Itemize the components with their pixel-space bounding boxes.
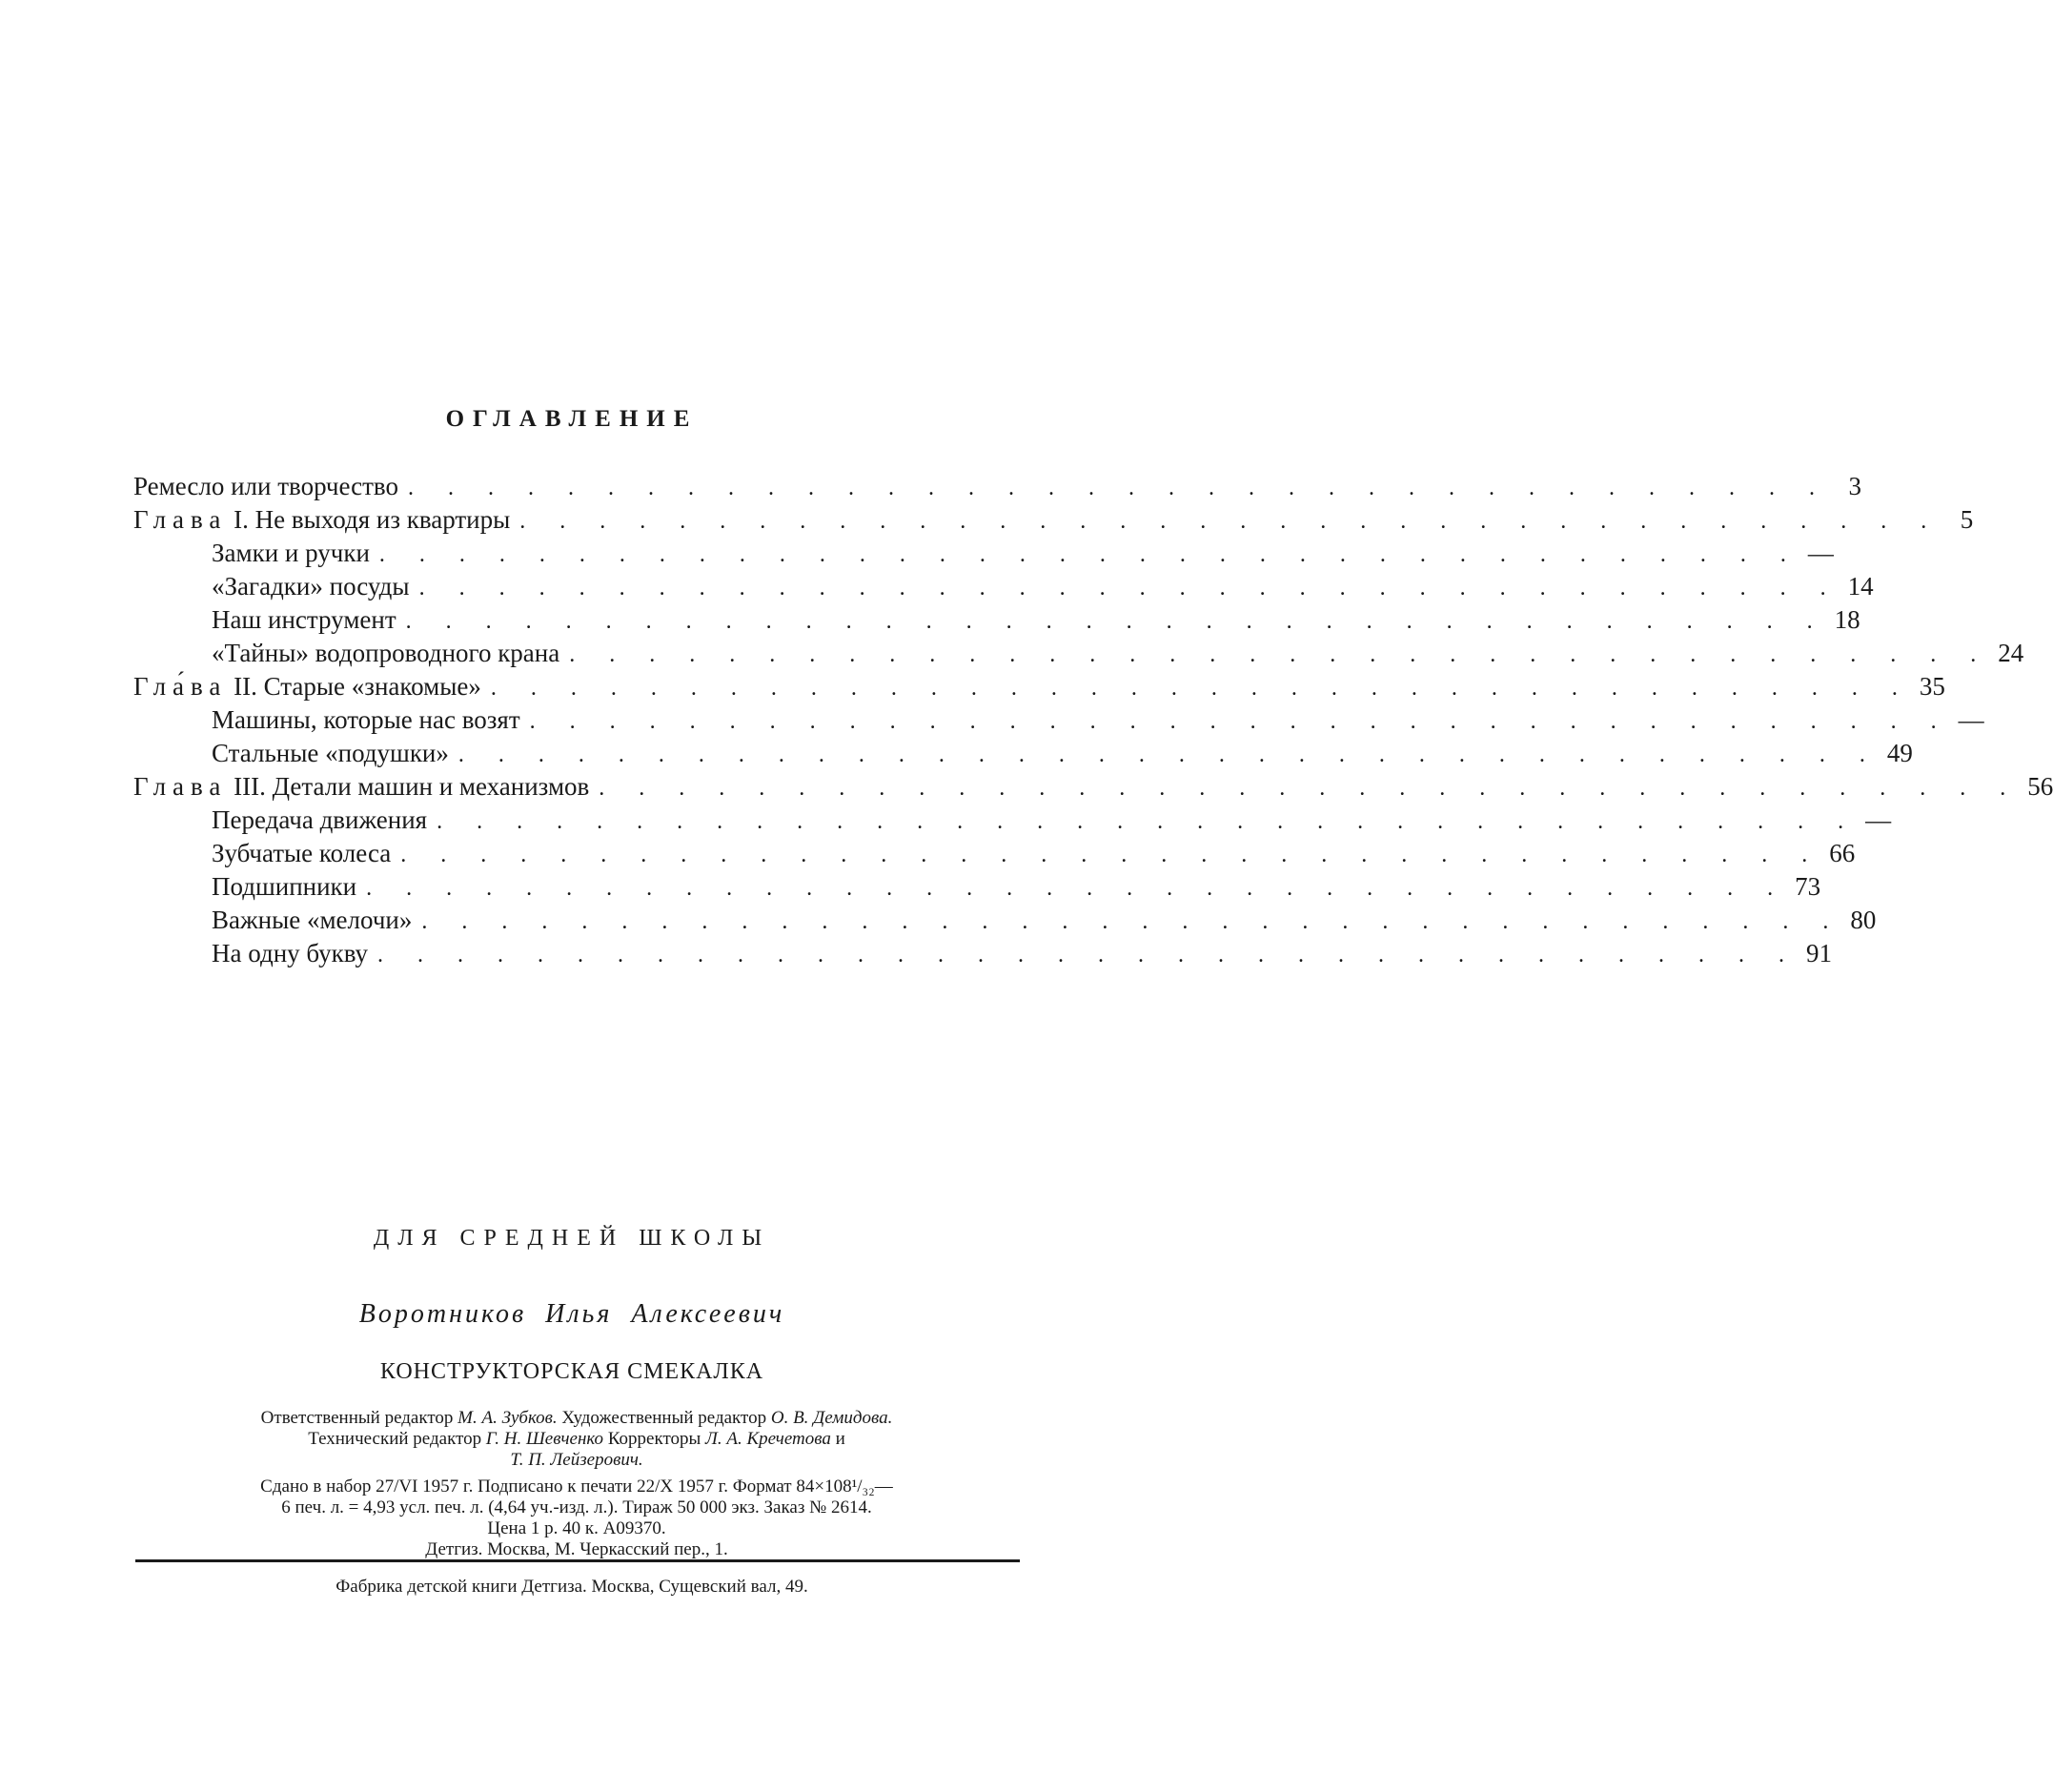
- toc-entry-page: 80: [1850, 906, 1877, 934]
- chapter-prefix: Глава: [133, 505, 228, 534]
- proofreaders-and: и: [835, 1429, 845, 1449]
- toc-entry-title: [133, 503, 519, 537]
- toc-entry-page: —: [1958, 705, 1984, 734]
- toc-entry-chapter-2[interactable]: [133, 670, 1945, 703]
- toc-entry-title: Наш инструмент: [212, 605, 396, 634]
- toc-entry-one-letter[interactable]: [133, 937, 1833, 970]
- toc-entry-title: «Тайны» водопроводного крана: [212, 639, 560, 667]
- imprint-tech-line: [133, 1429, 1020, 1450]
- imprint-proofreader-line: [133, 1450, 1020, 1471]
- dot-leader: . . . . . . . . . . . . . . . . . . . . . . . . . . . . . . . . . . . .: [418, 576, 1840, 601]
- toc-entry-title: Замки и ручки: [212, 539, 370, 567]
- imprint-volume-line: 6 печ. л. = 4,93 усл. печ. л. (4,64 уч.-изд. л.). Тираж 50 000 экз. Заказ № 2614.: [281, 1497, 872, 1517]
- series-label: ДЛЯ СРЕДНЕЙ ШКОЛЫ: [373, 1226, 771, 1251]
- toc-entry-title: Передача движения: [212, 805, 428, 834]
- divider-rule: [135, 1559, 1020, 1562]
- tech-editor-label: Технический редактор: [308, 1429, 482, 1449]
- proofreaders-names: Л. А. Кречетова: [705, 1429, 831, 1449]
- printer-line: Фабрика детской книги Детгиза. Москва, Сущевский вал, 49.: [335, 1577, 808, 1597]
- toc-entry-title: Ремесло или творчество: [133, 472, 398, 500]
- toc-entry-title: На одну букву: [212, 939, 369, 967]
- dot-leader: . . . . . . . . . . . . . . . . . . . . . . . . . . . . . . . . . . . .: [457, 743, 1880, 767]
- toc-entry-cushions[interactable]: [133, 737, 1913, 770]
- editor-label: Ответственный редактор: [260, 1408, 454, 1428]
- toc-heading: ОГЛАВЛЕНИЕ: [445, 406, 699, 432]
- book-title: КОНСТРУКТОРСКАЯ СМЕКАЛКА: [379, 1359, 764, 1384]
- toc-entry-title: [133, 770, 599, 804]
- art-editor-label: Художественный редактор: [561, 1408, 767, 1428]
- toc-entry-title: Зубчатые колеса: [212, 839, 392, 867]
- chapter-title: I. Не выходя из квартиры: [234, 505, 511, 534]
- imprint: [133, 1408, 1020, 1560]
- imprint-price-line: Цена 1 р. 40 к. А09370.: [487, 1518, 666, 1538]
- art-editor-name: О. В. Демидова.: [770, 1408, 893, 1428]
- toc-entry-page: 18: [1834, 605, 1860, 634]
- toc-entry-title: [133, 670, 491, 703]
- chapter-title: III. Детали машин и механизмов: [234, 772, 590, 801]
- toc-entry-chapter-1[interactable]: [133, 503, 1974, 537]
- toc-entry-page: 14: [1847, 572, 1874, 601]
- chapter-title: II. Старые «знакомые»: [234, 672, 481, 701]
- toc-entry-page: 35: [1919, 672, 1945, 701]
- imprint-publisher-line: Детгиз. Москва, М. Черкасский пер., 1.: [425, 1539, 728, 1559]
- toc-entry-tools[interactable]: [133, 603, 1860, 637]
- table-of-contents: [133, 470, 2053, 970]
- toc-entry-page: 24: [1998, 639, 2024, 667]
- toc-entry-page: 73: [1795, 872, 1821, 901]
- editor-name: М. А. Зубков.: [457, 1408, 558, 1428]
- chapter-prefix: Глава: [133, 772, 228, 801]
- toc-entry-title: Стальные «подушки»: [212, 739, 449, 767]
- dot-leader: . . . . . . . . . . . . . . . . . . . . . . . . . . . . . . . . . . . .: [408, 476, 1829, 500]
- toc-entry-page: 5: [1960, 505, 1974, 534]
- toc-entry-page: —: [1807, 539, 1834, 567]
- toc-entry-dishes[interactable]: [133, 570, 1874, 603]
- toc-entry-page: 56: [2027, 772, 2053, 801]
- dot-leader: . . . . . . . . . . . . . . . . . . . . . . . . . . . . . . . . . . . .: [421, 909, 1843, 934]
- toc-entry-details[interactable]: [133, 904, 1877, 937]
- toc-entry-page: 49: [1886, 739, 1913, 767]
- toc-entry-machines[interactable]: [133, 703, 1984, 737]
- dot-leader: . . . . . . . . . . . . . . . . . . . . . . . . . . . . . . . . . . . .: [569, 642, 1991, 667]
- toc-entry-page: —: [1865, 805, 1892, 834]
- dot-leader: . . . . . . . . . . . . . . . . . . . . . . . . . . . . . . . . . . . .: [437, 809, 1859, 834]
- toc-entry-page: 91: [1806, 939, 1833, 967]
- toc-entry-title: Подшипники: [212, 872, 357, 901]
- toc-entry-transmission[interactable]: [133, 804, 1892, 837]
- chapter-prefix: Гла́ва: [133, 672, 228, 701]
- toc-entry-page: 3: [1848, 472, 1861, 500]
- toc-entry-intro[interactable]: [133, 470, 1861, 503]
- toc-entry-title: «Загадки» посуды: [212, 572, 410, 601]
- toc-entry-locks[interactable]: [133, 537, 1834, 570]
- imprint-print-line: Сдано в набор 27/VI 1957 г. Подписано к печати 22/X 1957 г. Формат 84×108¹/₃₂—: [260, 1476, 893, 1497]
- toc-entry-chapter-3[interactable]: [133, 770, 2053, 804]
- toc-entry-bearings[interactable]: [133, 870, 1821, 904]
- dot-leader: . . . . . . . . . . . . . . . . . . . . . . . . . . . . . . . . . . . .: [400, 843, 1822, 867]
- toc-entry-page: 66: [1829, 839, 1856, 867]
- toc-entry-gears[interactable]: [133, 837, 1856, 870]
- dot-leader: . . . . . . . . . . . . . . . . . . . . . . . . . . . . . . . . . . . .: [519, 509, 1941, 534]
- toc-entry-title: Важные «мелочи»: [212, 906, 413, 934]
- imprint-editors-line: [133, 1408, 1020, 1429]
- dot-leader: . . . . . . . . . . . . . . . . . . . . . . . . . . . . . . . . . . . .: [599, 776, 2021, 801]
- dot-leader: . . . . . . . . . . . . . . . . . . . . . . . . . . . . . . . . . . . .: [405, 609, 1827, 634]
- dot-leader: . . . . . . . . . . . . . . . . . . . . . . . . . . . . . . . . . . . .: [378, 542, 1800, 567]
- author-name: Воротников Илья Алексеевич: [358, 1299, 785, 1329]
- dot-leader: . . . . . . . . . . . . . . . . . . . . . . . . . . . . . . . . . . . .: [377, 943, 1799, 967]
- toc-entry-faucet[interactable]: [133, 637, 2024, 670]
- dot-leader: . . . . . . . . . . . . . . . . . . . . . . . . . . . . . . . . . . . .: [366, 876, 1788, 901]
- tech-editor-name: Г. Н. Шевченко: [485, 1429, 604, 1449]
- toc-entry-title: Машины, которые нас возят: [212, 705, 520, 734]
- proofreader-2: Т. П. Лейзерович.: [510, 1450, 643, 1470]
- dot-leader: . . . . . . . . . . . . . . . . . . . . . . . . . . . . . . . . . . . .: [490, 676, 1912, 701]
- dot-leader: . . . . . . . . . . . . . . . . . . . . . . . . . . . . . . . . . . . .: [529, 709, 1951, 734]
- proofreaders-label: Корректоры: [607, 1429, 701, 1449]
